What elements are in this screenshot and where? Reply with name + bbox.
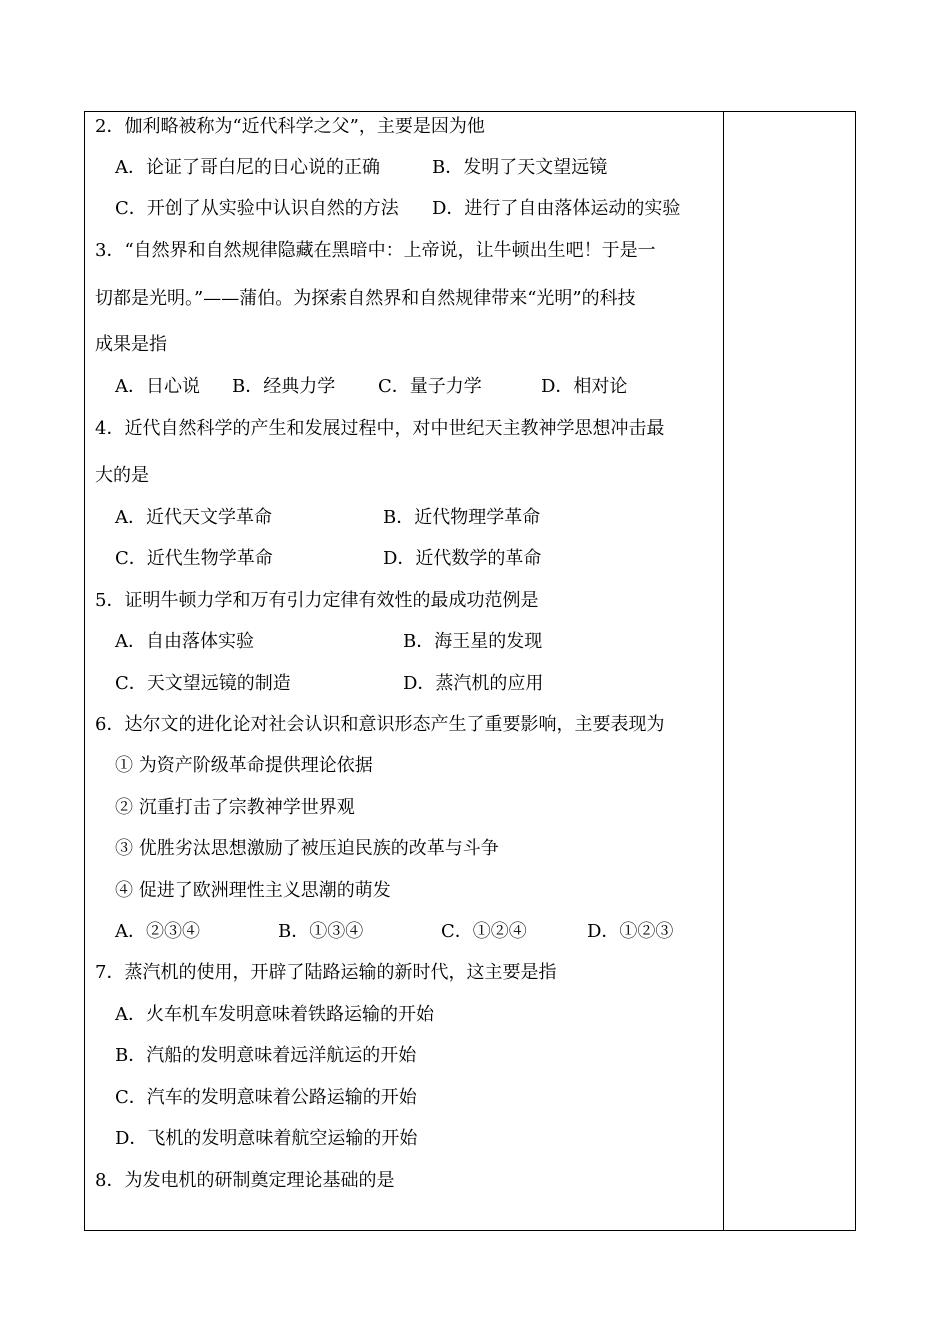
question-7-option-b: B．汽船的发明意味着远洋航运的开始 bbox=[115, 1045, 417, 1066]
question-6-item-1: ① 为资产阶级革命提供理论依据 bbox=[115, 755, 373, 776]
question-3-stem-line-1: 3．“自然界和自然规律隐藏在黑暗中：上帝说，让牛顿出生吧！于是一 bbox=[95, 240, 656, 261]
question-7-option-d: D．飞机的发明意味着航空运输的开始 bbox=[115, 1128, 418, 1149]
question-3-option-d: D．相对论 bbox=[541, 376, 628, 397]
question-3-option-c: C．量子力学 bbox=[378, 376, 482, 397]
question-6-option-a: A．②③④ bbox=[115, 921, 200, 942]
question-7-option-a: A．火车机车发明意味着铁路运输的开始 bbox=[115, 1004, 434, 1025]
question-6-item-4: ④ 促进了欧洲理性主义思潮的萌发 bbox=[115, 880, 391, 901]
table-column-divider bbox=[723, 111, 724, 1231]
question-2-option-c: C．开创了从实验中认识自然的方法 bbox=[115, 198, 399, 219]
question-3-stem-line-3: 成果是指 bbox=[95, 334, 167, 355]
question-6-item-2: ② 沉重打击了宗教神学世界观 bbox=[115, 797, 355, 818]
question-2-option-d: D．进行了自由落体运动的实验 bbox=[432, 198, 681, 219]
question-6-stem: 6．达尔文的进化论对社会认识和意识形态产生了重要影响，主要表现为 bbox=[95, 714, 665, 735]
question-2-stem: 2．伽利略被称为“近代科学之父”，主要是因为他 bbox=[95, 116, 485, 137]
question-6-option-d: D．①②③ bbox=[587, 921, 674, 942]
question-3-stem-line-2: 切都是光明。”——蒲伯。为探索自然界和自然规律带来“光明”的科技 bbox=[95, 288, 636, 309]
question-4-option-b: B．近代物理学革命 bbox=[383, 507, 541, 528]
question-4-option-d: D．近代数学的革命 bbox=[383, 548, 542, 569]
question-5-stem: 5．证明牛顿力学和万有引力定律有效性的最成功范例是 bbox=[95, 590, 539, 611]
question-6-item-3: ③ 优胜劣汰思想激励了被压迫民族的改革与斗争 bbox=[115, 838, 499, 859]
question-6-option-b: B．①③④ bbox=[278, 921, 364, 942]
question-5-option-a: A．自由落体实验 bbox=[115, 631, 254, 652]
question-8-stem: 8．为发电机的研制奠定理论基础的是 bbox=[95, 1170, 395, 1191]
question-3-option-b: B．经典力学 bbox=[232, 376, 336, 397]
question-7-stem: 7．蒸汽机的使用，开辟了陆路运输的新时代，这主要是指 bbox=[95, 962, 557, 983]
question-5-option-d: D．蒸汽机的应用 bbox=[403, 673, 544, 694]
question-4-option-c: C．近代生物学革命 bbox=[115, 548, 273, 569]
question-4-stem-line-1: 4．近代自然科学的产生和发展过程中，对中世纪天主教神学思想冲击最 bbox=[95, 418, 665, 439]
question-2-option-b: B．发明了天文望远镜 bbox=[432, 157, 608, 178]
question-3-option-a: A．日心说 bbox=[115, 376, 200, 397]
question-5-option-c: C．天文望远镜的制造 bbox=[115, 673, 291, 694]
question-4-stem-line-2: 大的是 bbox=[95, 465, 149, 486]
question-4-option-a: A．近代天文学革命 bbox=[115, 507, 272, 528]
question-2-option-a: A．论证了哥白尼的日心说的正确 bbox=[115, 157, 380, 178]
question-7-option-c: C．汽车的发明意味着公路运输的开始 bbox=[115, 1087, 417, 1108]
question-6-option-c: C．①②④ bbox=[441, 921, 527, 942]
question-5-option-b: B．海王星的发现 bbox=[403, 631, 543, 652]
